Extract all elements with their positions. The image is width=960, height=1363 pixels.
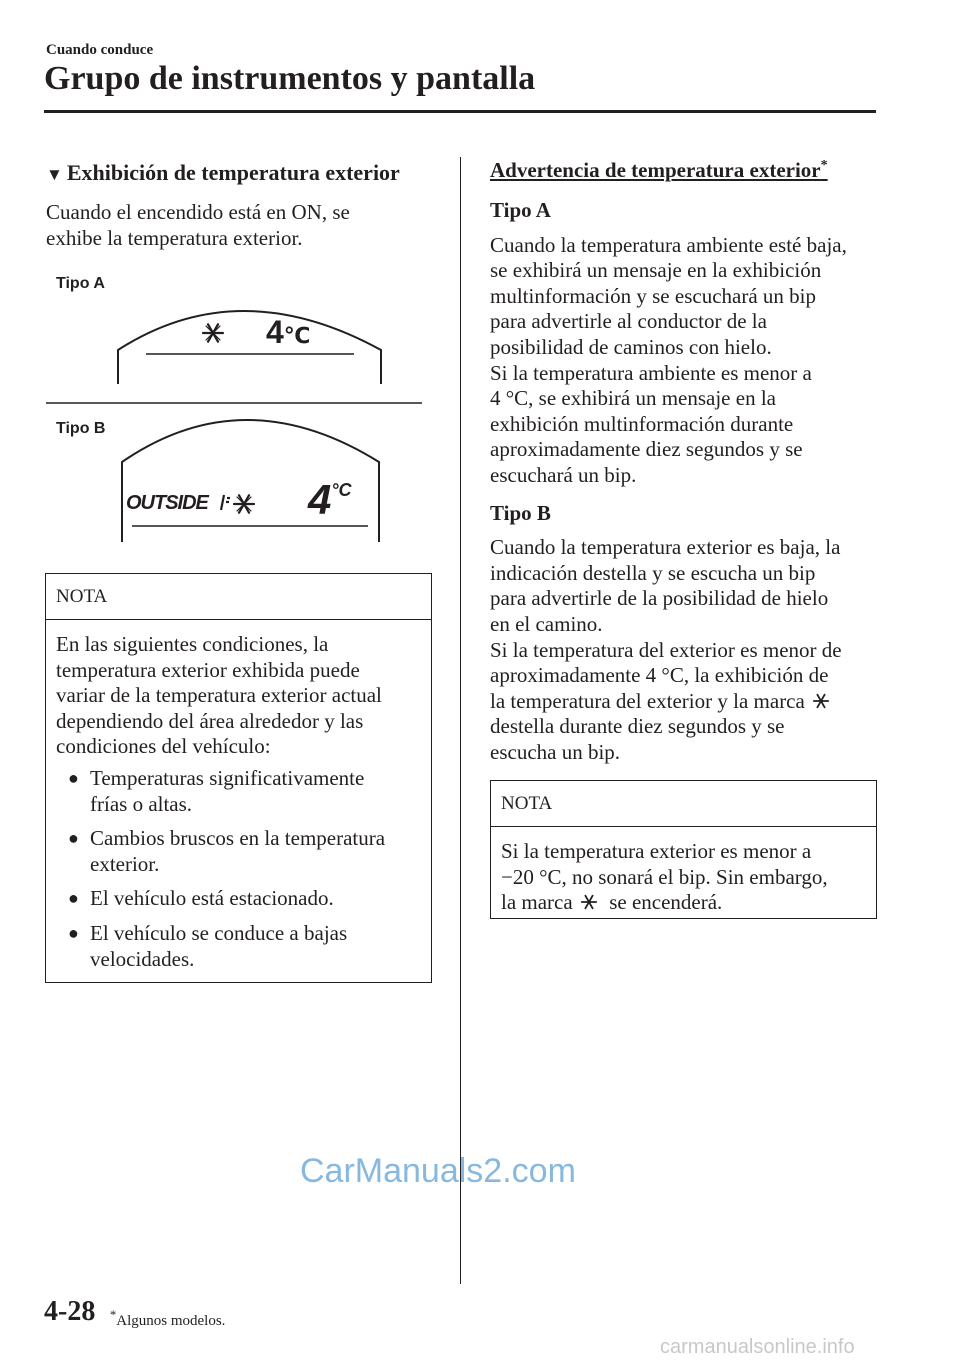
note-box-left [45,573,432,983]
text-line: Cuando la temperatura exterior es baja, la [490,535,841,560]
note-body [46,620,431,991]
text-line: exhibe la temperatura exterior. [46,225,303,250]
subheading-tipo-b: Tipo B [490,500,551,525]
tipo-b-paragraph [490,535,880,765]
note-box-right [490,780,877,919]
text-line: destella durante diez segundos y se [490,714,785,739]
intro-paragraph [46,200,446,251]
page-number: 4-28 [44,1296,96,1327]
text-line: exhibición multinformación durante [490,411,794,436]
type-b-label: Tipo B [56,420,106,437]
text-line: Cuando la temperatura ambiente esté baja, [490,232,847,257]
text-line: Cuando el encendido está en ON, se [46,200,350,224]
header-rule [44,110,876,113]
asterisk-mark: * [820,158,828,173]
condition-list [56,766,421,972]
note-body [491,827,876,926]
bullet-icon: ● [68,767,79,788]
text-line: escuchará un bip. [490,462,637,487]
note-line: −20 °C, no sonará el bip. Sin embargo, [501,864,828,889]
snowflake-icon [580,893,598,911]
text-line: para advertirle al conductor de la [490,309,767,334]
text-line: escucha un bip. [490,739,621,764]
line-text: se encenderá. [609,890,723,915]
note-line: variar de la temperatura exterior actual [56,683,382,708]
temperature-unit: °C [331,480,352,500]
list-item [56,886,421,912]
item-line: El vehículo está estacionado. [90,886,334,911]
section-label: Cuando conduce [46,42,154,58]
type-b-temperature [308,476,352,524]
item-line: Temperaturas significativamente [90,765,365,790]
watermark-logo: CarManuals2.com [300,1152,576,1190]
note-line: temperatura exterior exhibida puede [56,657,360,682]
item-line: velocidades. [90,946,195,971]
text-line: Si la temperatura del exterior es menor de [490,637,842,662]
item-line: El vehículo se conduce a bajas [90,920,348,945]
bullet-icon: ● [68,888,79,909]
text-line: en el camino. [490,611,603,636]
watermark-url: carmanualsonline.info [660,1336,855,1358]
text-line: indicación destella y se escucha un bip [490,560,816,585]
heading-text: Advertencia de temperatura exterior [490,158,821,182]
item-line: exterior. [90,851,160,876]
type-a-label: Tipo A [56,275,105,292]
bullet-icon: ● [68,828,79,849]
temperature-value: 4 [266,314,284,350]
text-line: aproximadamente 4 °C, la exhibición de [490,663,829,688]
text-line: se exhibirá un mensaje en la exhibición [490,258,822,283]
section-heading-right [490,158,828,183]
line-text: la temperatura del exterior y la marca [490,688,805,713]
bullet-icon: ● [68,922,79,943]
right-column [490,198,880,765]
footnote-text: Algunos modelos. [116,1313,226,1329]
asterisk-mark: * [110,1308,117,1322]
snowflake-icon [234,495,254,512]
list-item [56,826,421,877]
triangle-bullet-icon: ▼ [46,165,63,184]
heading-text: Exhibición de temperatura exterior [66,160,400,185]
line-text: la marca [501,890,573,915]
text-line: posibilidad de caminos con hielo. [490,334,772,359]
type-a-temperature [266,314,310,351]
list-item [56,921,421,972]
text-line: Si la temperatura ambiente es menor a [490,360,812,385]
outside-label: OUTSIDE [126,492,208,514]
text-line [490,689,880,715]
note-title: NOTA [491,781,876,827]
list-item [56,766,421,817]
note-line: En las siguientes condiciones, la [56,632,329,656]
temperature-value: 4 [308,476,332,523]
item-line: Cambios bruscos en la temperatura [90,826,386,851]
chapter-title: Grupo de instrumentos y pantalla [44,60,536,97]
footnote [110,1308,225,1330]
subheading-tipo-a: Tipo A [490,198,551,222]
temperature-unit: ℃ [283,323,311,348]
snowflake-icon [812,692,830,710]
text-line: para advertirle de la posibilidad de hielo [490,586,829,611]
column-divider [460,157,461,1284]
text-line: aproximadamente diez segundos y se [490,437,803,462]
section-heading-left [46,160,400,186]
item-line: frías o altas. [90,791,193,816]
note-line: dependiendo del área alrededor y las [56,708,364,733]
snowflake-icon [203,324,223,341]
text-line: multinformación y se escuchará un bip [490,283,816,308]
tipo-a-paragraph [490,233,880,489]
thermometer-icon [221,495,230,510]
note-line [501,890,866,916]
note-line: Si la temperatura exterior es menor a [501,839,812,863]
note-line: condiciones del vehículo: [56,734,271,759]
note-title: NOTA [46,574,431,620]
text-line: 4 °C, se exhibirá un mensaje en la [490,386,776,411]
display-illustration [46,270,436,555]
display-figure [46,270,436,555]
